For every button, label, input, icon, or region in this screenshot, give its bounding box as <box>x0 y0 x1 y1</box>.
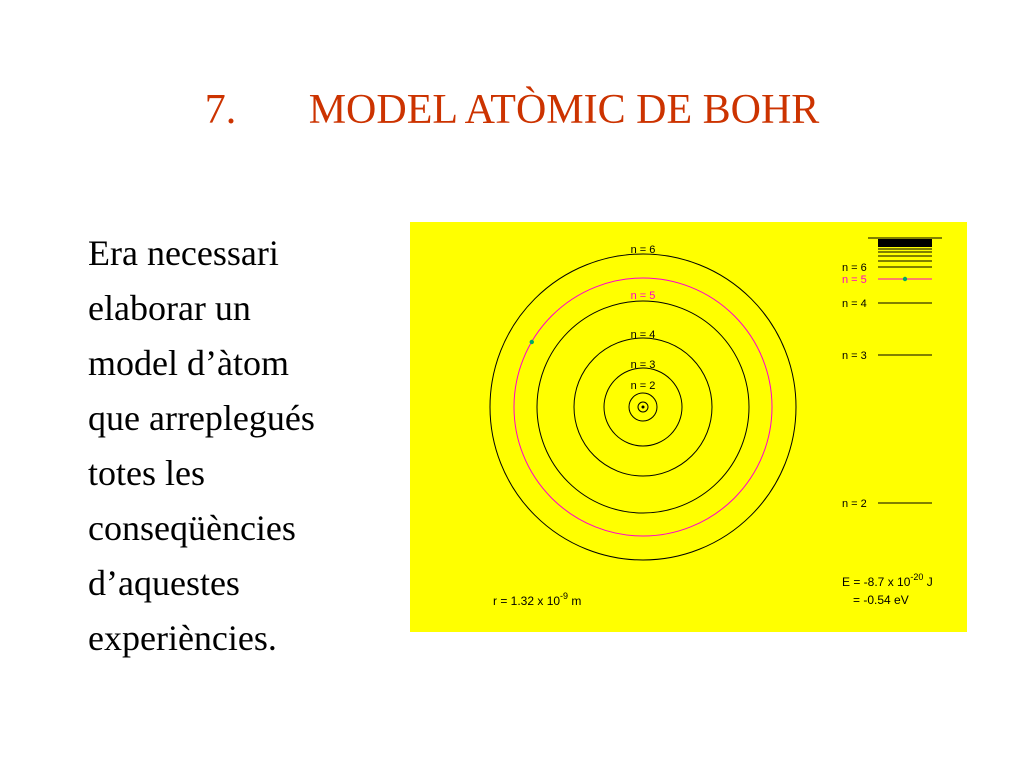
energy-level-label-n5: n = 5 <box>842 274 867 286</box>
orbit-label-n2: n = 2 <box>630 380 656 392</box>
body-text <box>88 226 408 666</box>
bohr-diagram-svg <box>410 222 967 632</box>
orbit-label-n4: n = 4 <box>630 329 656 341</box>
orbit-label-n3: n = 3 <box>630 359 656 371</box>
body-text-line: elaborar un <box>88 288 251 328</box>
slide-title <box>0 82 1024 138</box>
energy-level-label-n6: n = 6 <box>842 262 867 274</box>
energy-levels-layer <box>842 262 932 510</box>
orbit-label-n5: n = 5 <box>630 290 656 302</box>
energy-level-label-n2: n = 2 <box>842 498 867 510</box>
electron-on-level <box>903 277 907 281</box>
body-text-line: experiències. <box>88 618 277 658</box>
energy-readout-ev: = -0.54 eV <box>853 593 909 607</box>
body-text-line: que arreplegués <box>88 398 315 438</box>
nucleus-core <box>642 406 645 409</box>
title-number: 7. <box>204 87 237 133</box>
electron-on-orbit <box>530 340 534 344</box>
body-text-line: d’aquestes <box>88 563 240 603</box>
energy-level-label-n3: n = 3 <box>842 350 867 362</box>
title-text: MODEL ATÒMIC DE BOHR <box>308 87 820 133</box>
radius-readout: r = 1.32 x $10^{-9}$ m <box>493 591 582 608</box>
body-text-line: totes les <box>88 453 205 493</box>
ionization-continuum <box>868 238 942 261</box>
body-text-line: Era necessari <box>88 233 279 273</box>
energy-readout-joules: E = -8.7 x $10^{-20}$ J <box>842 572 933 589</box>
nucleus <box>638 402 648 412</box>
body-text-line: model d’àtom <box>88 343 289 383</box>
body-text-line: conseqüències <box>88 508 296 548</box>
orbit-label-n6: n = 6 <box>630 244 656 256</box>
energy-level-label-n4: n = 4 <box>842 298 867 310</box>
bohr-model-diagram <box>410 222 967 632</box>
